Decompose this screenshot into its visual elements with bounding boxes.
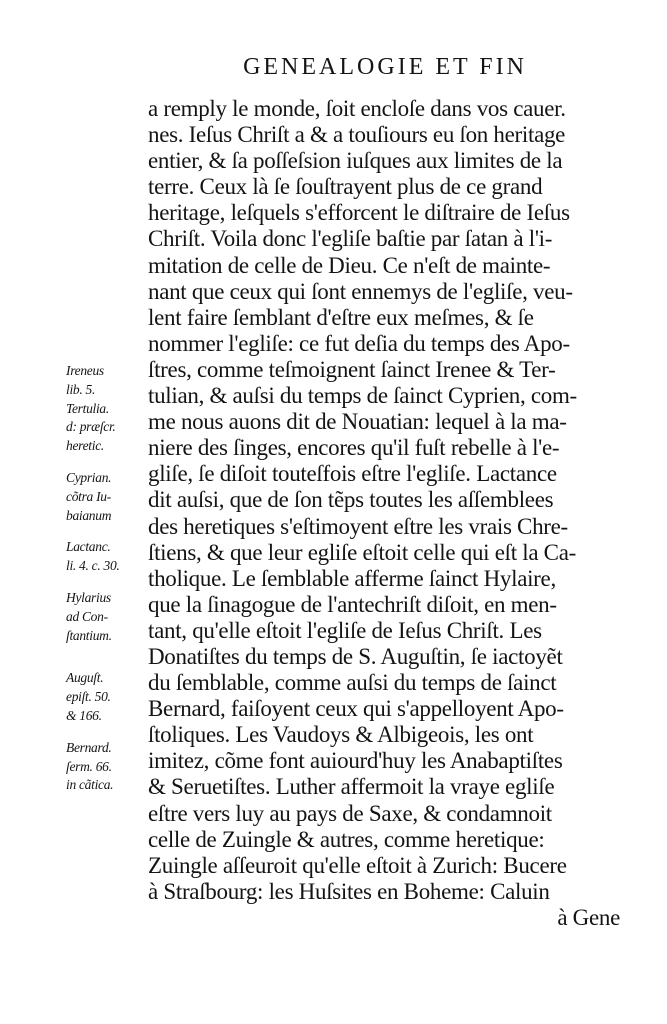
note-line: ſtantium.: [66, 627, 112, 643]
running-head: GENEALOGIE ET FIN: [243, 54, 527, 80]
text-line: ſtoliques. Les Vaudoys & Albigeois, les ont: [148, 722, 534, 748]
text-line: imitez, cõme font auiourd'huy les Anabaptiſtes: [148, 748, 563, 774]
text-line: Donatiſtes du temps de S. Auguſtin, ſe iactoyẽt: [148, 643, 563, 669]
note-line: ad Con-: [66, 608, 108, 624]
text-line: & Seruetiſtes. Luther affermoit la vraye egliſe: [148, 774, 555, 800]
text-line: a remply le monde, ſoit encloſe dans vos cauer.: [148, 96, 566, 121]
text-line: tant, qu'elle eſtoit l'egliſe de Ieſus Chriſt. Les: [148, 617, 542, 643]
text-line: dit auſsi, que de ſon tẽps toutes les aſſemblees: [148, 487, 554, 513]
note-line: baianum: [66, 507, 112, 523]
note-line: lib. 5.: [66, 381, 96, 397]
text-line: gliſe, ſe diſoit touteſfois eſtre l'egliſe. Lactance: [148, 461, 557, 487]
note-line: Auguſt.: [66, 670, 104, 686]
margin-notes: [66, 362, 148, 808]
note-line: Tertulia.: [66, 400, 109, 416]
text-line: nes. Ieſus Chriſt a & a touſiours eu ſon heritage: [148, 122, 566, 148]
margin-note-hylarius: [66, 589, 148, 645]
text-line: Bernard, faiſoyent ceux qui s'appelloyent Apo-: [148, 696, 564, 722]
text-line: nant que ceux qui ſont ennemys de l'egliſe, veu-: [148, 278, 573, 304]
text-line: du ſemblable, comme auſsi du temps de ſainct: [148, 670, 557, 696]
note-line: cõtra Iu-: [66, 488, 111, 504]
margin-note-irenaeus: [66, 362, 148, 456]
text-line: eſtre vers luy au pays de Saxe, & condamnoit: [148, 800, 552, 826]
note-line: Lactanc.: [66, 539, 111, 555]
text-line: Chriſt. Voila donc l'egliſe baſtie par ſatan à l'i-: [148, 226, 553, 252]
note-line: epiſt. 50.: [66, 689, 111, 705]
catchword: à Gene: [557, 904, 620, 930]
body-text: [148, 96, 628, 931]
margin-note-bernard: [66, 739, 148, 795]
note-line: li. 4. c. 30.: [66, 558, 120, 574]
note-line: & 166.: [66, 707, 102, 723]
text-line: que la ſinagogue de l'antechriſt diſoit, en men-: [148, 591, 557, 617]
margin-note-cyprian: [66, 469, 148, 525]
margin-note-augustin: [66, 669, 148, 725]
text-line: lent faire ſemblant d'eſtre eux meſmes, & ſe: [148, 304, 534, 330]
text-line: celle de Zuingle & autres, comme heretique:: [148, 826, 545, 852]
text-line: à Straſbourg: les Huſsites en Boheme: Caluin: [148, 878, 550, 904]
text-line: des heretiques s'eſtimoyent eſtre les vrais Chre-: [148, 513, 568, 539]
note-line: Bernard.: [66, 739, 112, 755]
note-line: ſerm. 66.: [66, 758, 112, 774]
margin-note-lactance: [66, 538, 148, 576]
note-line: in cãtica.: [66, 777, 114, 793]
text-line: ſtres, comme teſmoignent ſainct Irenee & Ter-: [148, 356, 556, 382]
text-line: ſtiens, & que leur egliſe eſtoit celle qui eſt la Ca-: [148, 539, 576, 565]
note-line: heretic.: [66, 438, 104, 454]
text-line: me nous auons dit de Nouatian: lequel à la ma-: [148, 409, 567, 435]
text-line: terre. Ceux là ſe ſouſtrayent plus de ce grand: [148, 174, 543, 200]
text-line: tulian, & auſsi du temps de ſainct Cyprien, com-: [148, 383, 577, 409]
text-line: mitation de celle de Dieu. Ce n'eſt de mainte-: [148, 252, 551, 278]
text-line: entier, & ſa poſſeſsion iuſques aux limites de la: [148, 148, 563, 174]
note-line: d: præſcr.: [66, 419, 116, 435]
note-line: Hylarius: [66, 589, 111, 605]
text-line: tholique. Le ſemblable afferme ſainct Hylaire,: [148, 565, 556, 591]
note-line: Cyprian.: [66, 469, 112, 485]
text-line: heritage, leſquels s'efforcent le diſtraire de Ieſus: [148, 200, 570, 226]
text-line: niere des ſinges, encores qu'il fuſt rebelle à l'e-: [148, 435, 560, 461]
note-line: Ireneus: [66, 363, 104, 378]
text-line: Zuingle aſſeuroit qu'elle eſtoit à Zurich: Bucere: [148, 852, 567, 878]
text-line: nommer l'egliſe: ce fut deſia du temps des Apo-: [148, 330, 570, 356]
